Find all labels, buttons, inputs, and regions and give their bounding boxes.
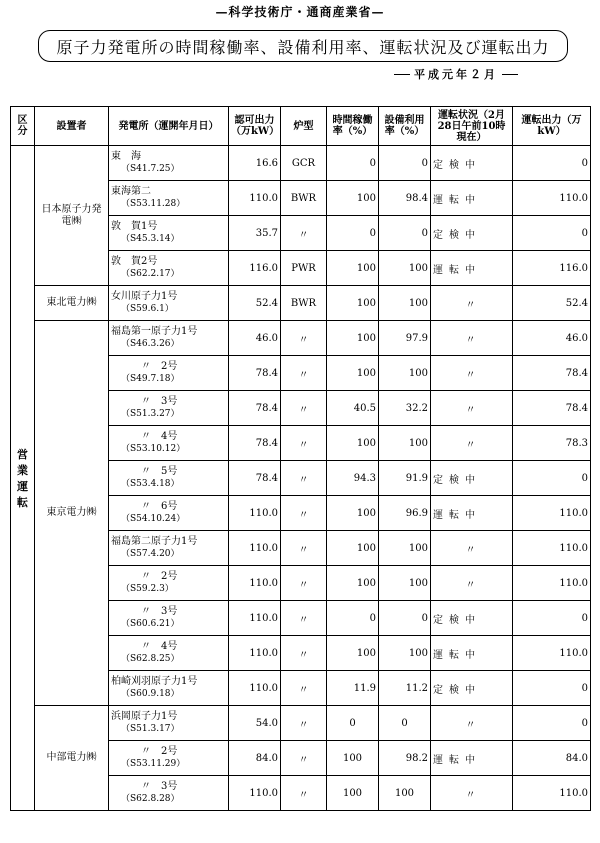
reactor-cell: 〃 <box>281 706 327 741</box>
plant-name: 敦 賀1号 <box>111 221 158 232</box>
output-cell: 0 <box>513 461 591 496</box>
output-cell: 52.4 <box>513 286 591 321</box>
capacity-cell: 46.0 <box>229 321 281 356</box>
reactor-cell: 〃 <box>281 216 327 251</box>
util-rate-cell: 100 <box>379 776 431 811</box>
reactor-cell: 〃 <box>281 356 327 391</box>
reactor-cell: BWR <box>281 286 327 321</box>
plant-date: （S41.7.25） <box>121 164 180 174</box>
plant-date: （S53.4.18） <box>121 479 180 489</box>
capacity-cell: 110.0 <box>229 531 281 566</box>
util-rate-cell: 0 <box>379 706 431 741</box>
output-cell: 0 <box>513 601 591 636</box>
capacity-cell: 54.0 <box>229 706 281 741</box>
plant-name: 福島第一原子力1号 <box>111 326 198 337</box>
output-cell: 78.4 <box>513 391 591 426</box>
owner-cell: 中部電力㈱ <box>35 706 109 811</box>
capacity-cell: 110.0 <box>229 636 281 671</box>
capacity-cell: 78.4 <box>229 461 281 496</box>
capacity-cell: 110.0 <box>229 671 281 706</box>
capacity-cell: 78.4 <box>229 426 281 461</box>
reactor-cell: 〃 <box>281 531 327 566</box>
plant-date: （S45.3.14） <box>121 234 180 244</box>
output-cell: 116.0 <box>513 251 591 286</box>
capacity-cell: 78.4 <box>229 391 281 426</box>
page-title: 原子力発電所の時間稼働率、設備利用率、運転状況及び運転出力 <box>38 30 568 62</box>
plant-date: （S62.2.17） <box>121 269 180 279</box>
col-output: 運転出力（万kW） <box>513 107 591 146</box>
status-cell: 〃 <box>431 356 513 391</box>
status-cell: 〃 <box>431 706 513 741</box>
col-status: 運転状況（2月28日午前10時現在） <box>431 107 513 146</box>
status-cell: 運転中 <box>431 741 513 776</box>
plant-cell <box>109 601 229 636</box>
plant-name: 敦 賀2号 <box>111 256 158 267</box>
status-cell: 運転中 <box>431 496 513 531</box>
status-cell: 定検中 <box>431 601 513 636</box>
status-cell: 定検中 <box>431 216 513 251</box>
time-rate-cell: 0 <box>327 146 379 181</box>
output-cell: 78.3 <box>513 426 591 461</box>
util-rate-cell: 0 <box>379 146 431 181</box>
time-rate-cell: 100 <box>327 286 379 321</box>
plant-name: 東海第二 <box>111 186 151 197</box>
time-rate-cell: 0 <box>327 601 379 636</box>
status-cell: 〃 <box>431 776 513 811</box>
table-row <box>11 146 591 181</box>
reactor-cell: PWR <box>281 251 327 286</box>
status-cell: 〃 <box>431 566 513 601</box>
plant-date: （S62.8.28） <box>121 794 180 804</box>
plant-cell <box>109 496 229 531</box>
output-cell: 78.4 <box>513 356 591 391</box>
col-time-rate: 時間稼働率（%） <box>327 107 379 146</box>
status-cell: 〃 <box>431 531 513 566</box>
issue-date <box>390 66 570 82</box>
capacity-cell: 116.0 <box>229 251 281 286</box>
plant-cell <box>109 146 229 181</box>
output-cell: 110.0 <box>513 531 591 566</box>
util-rate-cell: 100 <box>379 426 431 461</box>
plant-name: 浜岡原子力1号 <box>111 711 178 722</box>
time-rate-cell: 40.5 <box>327 391 379 426</box>
table-row <box>11 321 591 356</box>
time-rate-cell: 0 <box>327 216 379 251</box>
util-rate-cell: 100 <box>379 286 431 321</box>
reactor-cell: GCR <box>281 146 327 181</box>
output-cell: 110.0 <box>513 181 591 216</box>
plant-cell <box>109 706 229 741</box>
reactor-cell: 〃 <box>281 391 327 426</box>
time-rate-cell: 94.3 <box>327 461 379 496</box>
util-rate-cell: 98.4 <box>379 181 431 216</box>
status-cell: 運転中 <box>431 181 513 216</box>
reactor-cell: 〃 <box>281 671 327 706</box>
plant-name: 〃 4号 <box>141 431 178 442</box>
plant-cell <box>109 286 229 321</box>
time-rate-cell: 11.9 <box>327 671 379 706</box>
plant-name: 福島第二原子力1号 <box>111 536 198 547</box>
col-plant: 発電所（運開年月日） <box>109 107 229 146</box>
plant-name: 東 海 <box>111 151 141 162</box>
output-cell: 0 <box>513 146 591 181</box>
status-cell: 定検中 <box>431 461 513 496</box>
util-rate-cell: 0 <box>379 216 431 251</box>
capacity-cell: 84.0 <box>229 741 281 776</box>
util-rate-cell: 91.9 <box>379 461 431 496</box>
reactor-cell: 〃 <box>281 776 327 811</box>
util-rate-cell: 32.2 <box>379 391 431 426</box>
col-owner: 設置者 <box>35 107 109 146</box>
plant-cell <box>109 391 229 426</box>
output-cell: 0 <box>513 671 591 706</box>
plant-date: （S54.10.24） <box>121 514 186 524</box>
plant-date: （S53.11.29） <box>121 759 186 769</box>
plant-date: （S49.7.18） <box>121 374 180 384</box>
capacity-cell: 52.4 <box>229 286 281 321</box>
plant-date: （S57.4.20） <box>121 549 180 559</box>
capacity-cell: 78.4 <box>229 356 281 391</box>
output-cell: 0 <box>513 706 591 741</box>
owner-cell: 東北電力㈱ <box>35 286 109 321</box>
output-cell: 46.0 <box>513 321 591 356</box>
capacity-cell: 110.0 <box>229 601 281 636</box>
status-cell: 〃 <box>431 426 513 461</box>
reactor-cell: 〃 <box>281 741 327 776</box>
reactor-cell: 〃 <box>281 636 327 671</box>
status-cell: 〃 <box>431 391 513 426</box>
reactor-cell: 〃 <box>281 496 327 531</box>
plant-cell <box>109 321 229 356</box>
util-rate-cell: 0 <box>379 601 431 636</box>
time-rate-cell: 100 <box>327 531 379 566</box>
plant-date: （S59.6.1） <box>121 304 174 314</box>
plant-cell <box>109 566 229 601</box>
plant-name: 女川原子力1号 <box>111 291 178 302</box>
plant-cell <box>109 776 229 811</box>
reactor-cell: BWR <box>281 181 327 216</box>
output-cell: 84.0 <box>513 741 591 776</box>
status-cell: 定検中 <box>431 146 513 181</box>
reactor-cell: 〃 <box>281 426 327 461</box>
date-rule-left <box>394 74 410 75</box>
util-rate-cell: 100 <box>379 566 431 601</box>
table-body <box>11 146 591 811</box>
time-rate-cell: 100 <box>327 181 379 216</box>
util-rate-cell: 97.9 <box>379 321 431 356</box>
plant-name: 〃 5号 <box>141 466 178 477</box>
plant-table <box>10 106 591 811</box>
time-rate-cell: 100 <box>327 251 379 286</box>
plant-name: 〃 6号 <box>141 501 178 512</box>
plant-name: 〃 2号 <box>141 361 178 372</box>
capacity-cell: 110.0 <box>229 496 281 531</box>
plant-cell <box>109 636 229 671</box>
output-cell: 110.0 <box>513 496 591 531</box>
reactor-cell: 〃 <box>281 461 327 496</box>
plant-date: （S59.2.3） <box>121 584 174 594</box>
util-rate-cell: 100 <box>379 251 431 286</box>
issue-date-text: 平成元年２月 <box>414 68 498 81</box>
util-rate-cell: 100 <box>379 636 431 671</box>
plant-date: （S46.3.26） <box>121 339 180 349</box>
capacity-cell: 110.0 <box>229 181 281 216</box>
reactor-cell: 〃 <box>281 321 327 356</box>
util-rate-cell: 100 <box>379 356 431 391</box>
header-row <box>11 107 591 146</box>
time-rate-cell: 100 <box>327 566 379 601</box>
util-rate-cell: 100 <box>379 531 431 566</box>
plant-cell <box>109 531 229 566</box>
col-reactor: 炉型 <box>281 107 327 146</box>
capacity-cell: 110.0 <box>229 776 281 811</box>
date-rule-right <box>502 74 518 75</box>
status-cell: 〃 <box>431 321 513 356</box>
status-cell: 運転中 <box>431 251 513 286</box>
util-rate-cell: 98.2 <box>379 741 431 776</box>
plant-cell <box>109 426 229 461</box>
time-rate-cell: 100 <box>327 426 379 461</box>
plant-date: （S51.3.27） <box>121 409 180 419</box>
plant-date: （S51.3.17） <box>121 724 180 734</box>
col-util-rate: 設備利用率（%） <box>379 107 431 146</box>
owner-cell: 東京電力㈱ <box>35 321 109 706</box>
time-rate-cell: 100 <box>327 496 379 531</box>
plant-cell <box>109 181 229 216</box>
capacity-cell: 16.6 <box>229 146 281 181</box>
header-org: —科学技術庁・通商産業省— <box>215 5 385 19</box>
reactor-cell: 〃 <box>281 566 327 601</box>
plant-date: （S60.6.21） <box>121 619 180 629</box>
util-rate-cell: 96.9 <box>379 496 431 531</box>
table-row <box>11 286 591 321</box>
output-cell: 110.0 <box>513 636 591 671</box>
col-category: 区分 <box>11 107 35 146</box>
plant-name: 〃 4号 <box>141 641 178 652</box>
output-cell: 110.0 <box>513 566 591 601</box>
col-capacity: 認可出力（万kW） <box>229 107 281 146</box>
time-rate-cell: 100 <box>327 356 379 391</box>
plant-name: 〃 3号 <box>141 606 178 617</box>
plant-date: （S60.9.18） <box>121 689 180 699</box>
plant-name: 〃 3号 <box>141 396 178 407</box>
plant-date: （S53.10.12） <box>121 444 186 454</box>
output-cell: 110.0 <box>513 776 591 811</box>
time-rate-cell: 0 <box>327 706 379 741</box>
plant-name: 〃 3号 <box>141 781 178 792</box>
plant-cell <box>109 461 229 496</box>
plant-cell <box>109 741 229 776</box>
plant-cell <box>109 671 229 706</box>
status-cell: 運転中 <box>431 636 513 671</box>
output-cell: 0 <box>513 216 591 251</box>
util-rate-cell: 11.2 <box>379 671 431 706</box>
reactor-cell: 〃 <box>281 601 327 636</box>
time-rate-cell: 100 <box>327 776 379 811</box>
plant-cell <box>109 356 229 391</box>
time-rate-cell: 100 <box>327 636 379 671</box>
time-rate-cell: 100 <box>327 321 379 356</box>
status-cell: 定検中 <box>431 671 513 706</box>
capacity-cell: 110.0 <box>229 566 281 601</box>
plant-cell <box>109 216 229 251</box>
plant-name: 〃 2号 <box>141 571 178 582</box>
plant-date: （S53.11.28） <box>121 199 186 209</box>
plant-date: （S62.8.25） <box>121 654 180 664</box>
table-row <box>11 706 591 741</box>
plant-name: 〃 2号 <box>141 746 178 757</box>
owner-cell: 日本原子力発電㈱ <box>35 146 109 286</box>
category-cell: 営業運転 <box>11 146 35 811</box>
time-rate-cell: 100 <box>327 741 379 776</box>
plant-name: 柏崎刈羽原子力1号 <box>111 676 198 687</box>
status-cell: 〃 <box>431 286 513 321</box>
plant-cell <box>109 251 229 286</box>
capacity-cell: 35.7 <box>229 216 281 251</box>
